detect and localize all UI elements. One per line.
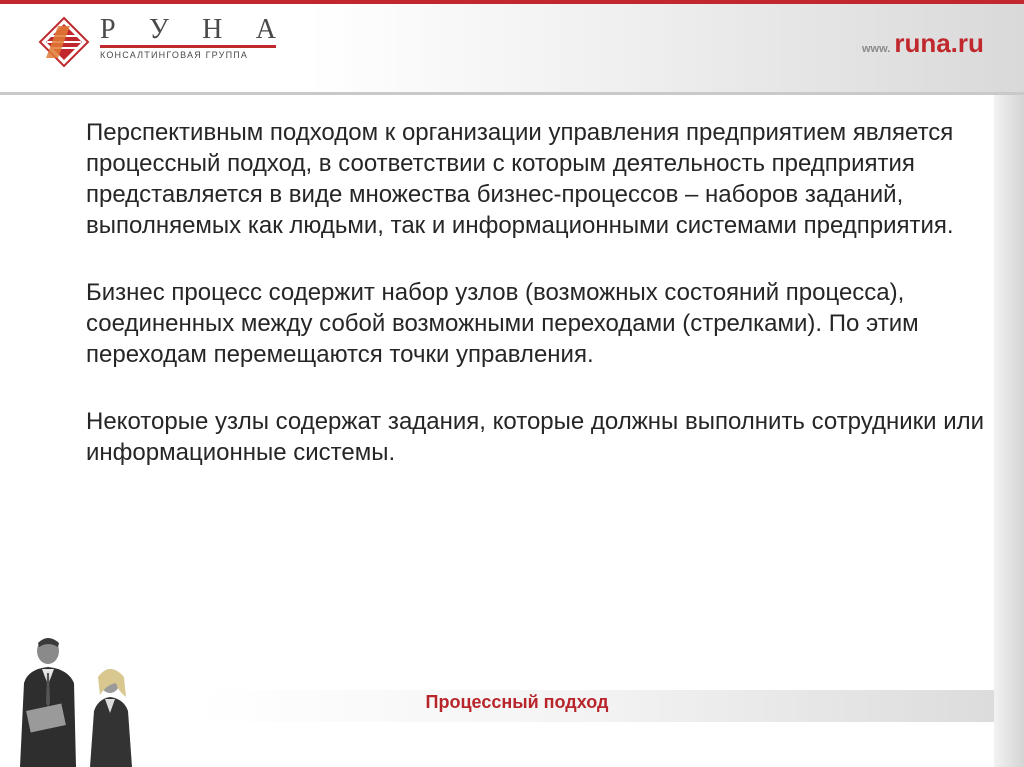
body-paragraph: Бизнес процесс содержит набор узлов (возможных состояний процесса), соединенных между собой возможными переходами (стрелками). По этим переходам перемещаются точки управления. <box>86 279 919 368</box>
right-decorative-strip <box>994 95 1024 767</box>
logo-subtitle: КОНСАЛТИНГОВАЯ ГРУППА <box>100 50 249 60</box>
website-domain: runa.ru <box>894 28 984 58</box>
slide-body <box>86 117 986 504</box>
logo-wordmark <box>100 14 278 46</box>
body-paragraph: Перспективным подходом к организации управления предприятием является процессный подход, в соответствии с которым деятельность предприятия представляется в виде множества бизнес-процессов – наборов заданий, выполняемых как людьми, так и информационными системами предприятия. <box>86 119 954 239</box>
website-link[interactable] <box>862 28 984 59</box>
logo-letter: А <box>255 14 278 45</box>
website-prefix: www. <box>862 43 891 55</box>
logo-underline <box>100 45 276 48</box>
header-divider <box>0 92 1024 95</box>
body-paragraph: Некоторые узлы содержат задания, которые должны выполнить сотрудники или информационные системы. <box>86 408 985 466</box>
runa-logo-icon <box>38 16 90 68</box>
logo-letter: У <box>148 14 171 45</box>
logo-letter: Р <box>100 14 118 45</box>
logo-letter: Н <box>202 14 225 45</box>
slide-title: Процессный подход <box>425 692 609 712</box>
